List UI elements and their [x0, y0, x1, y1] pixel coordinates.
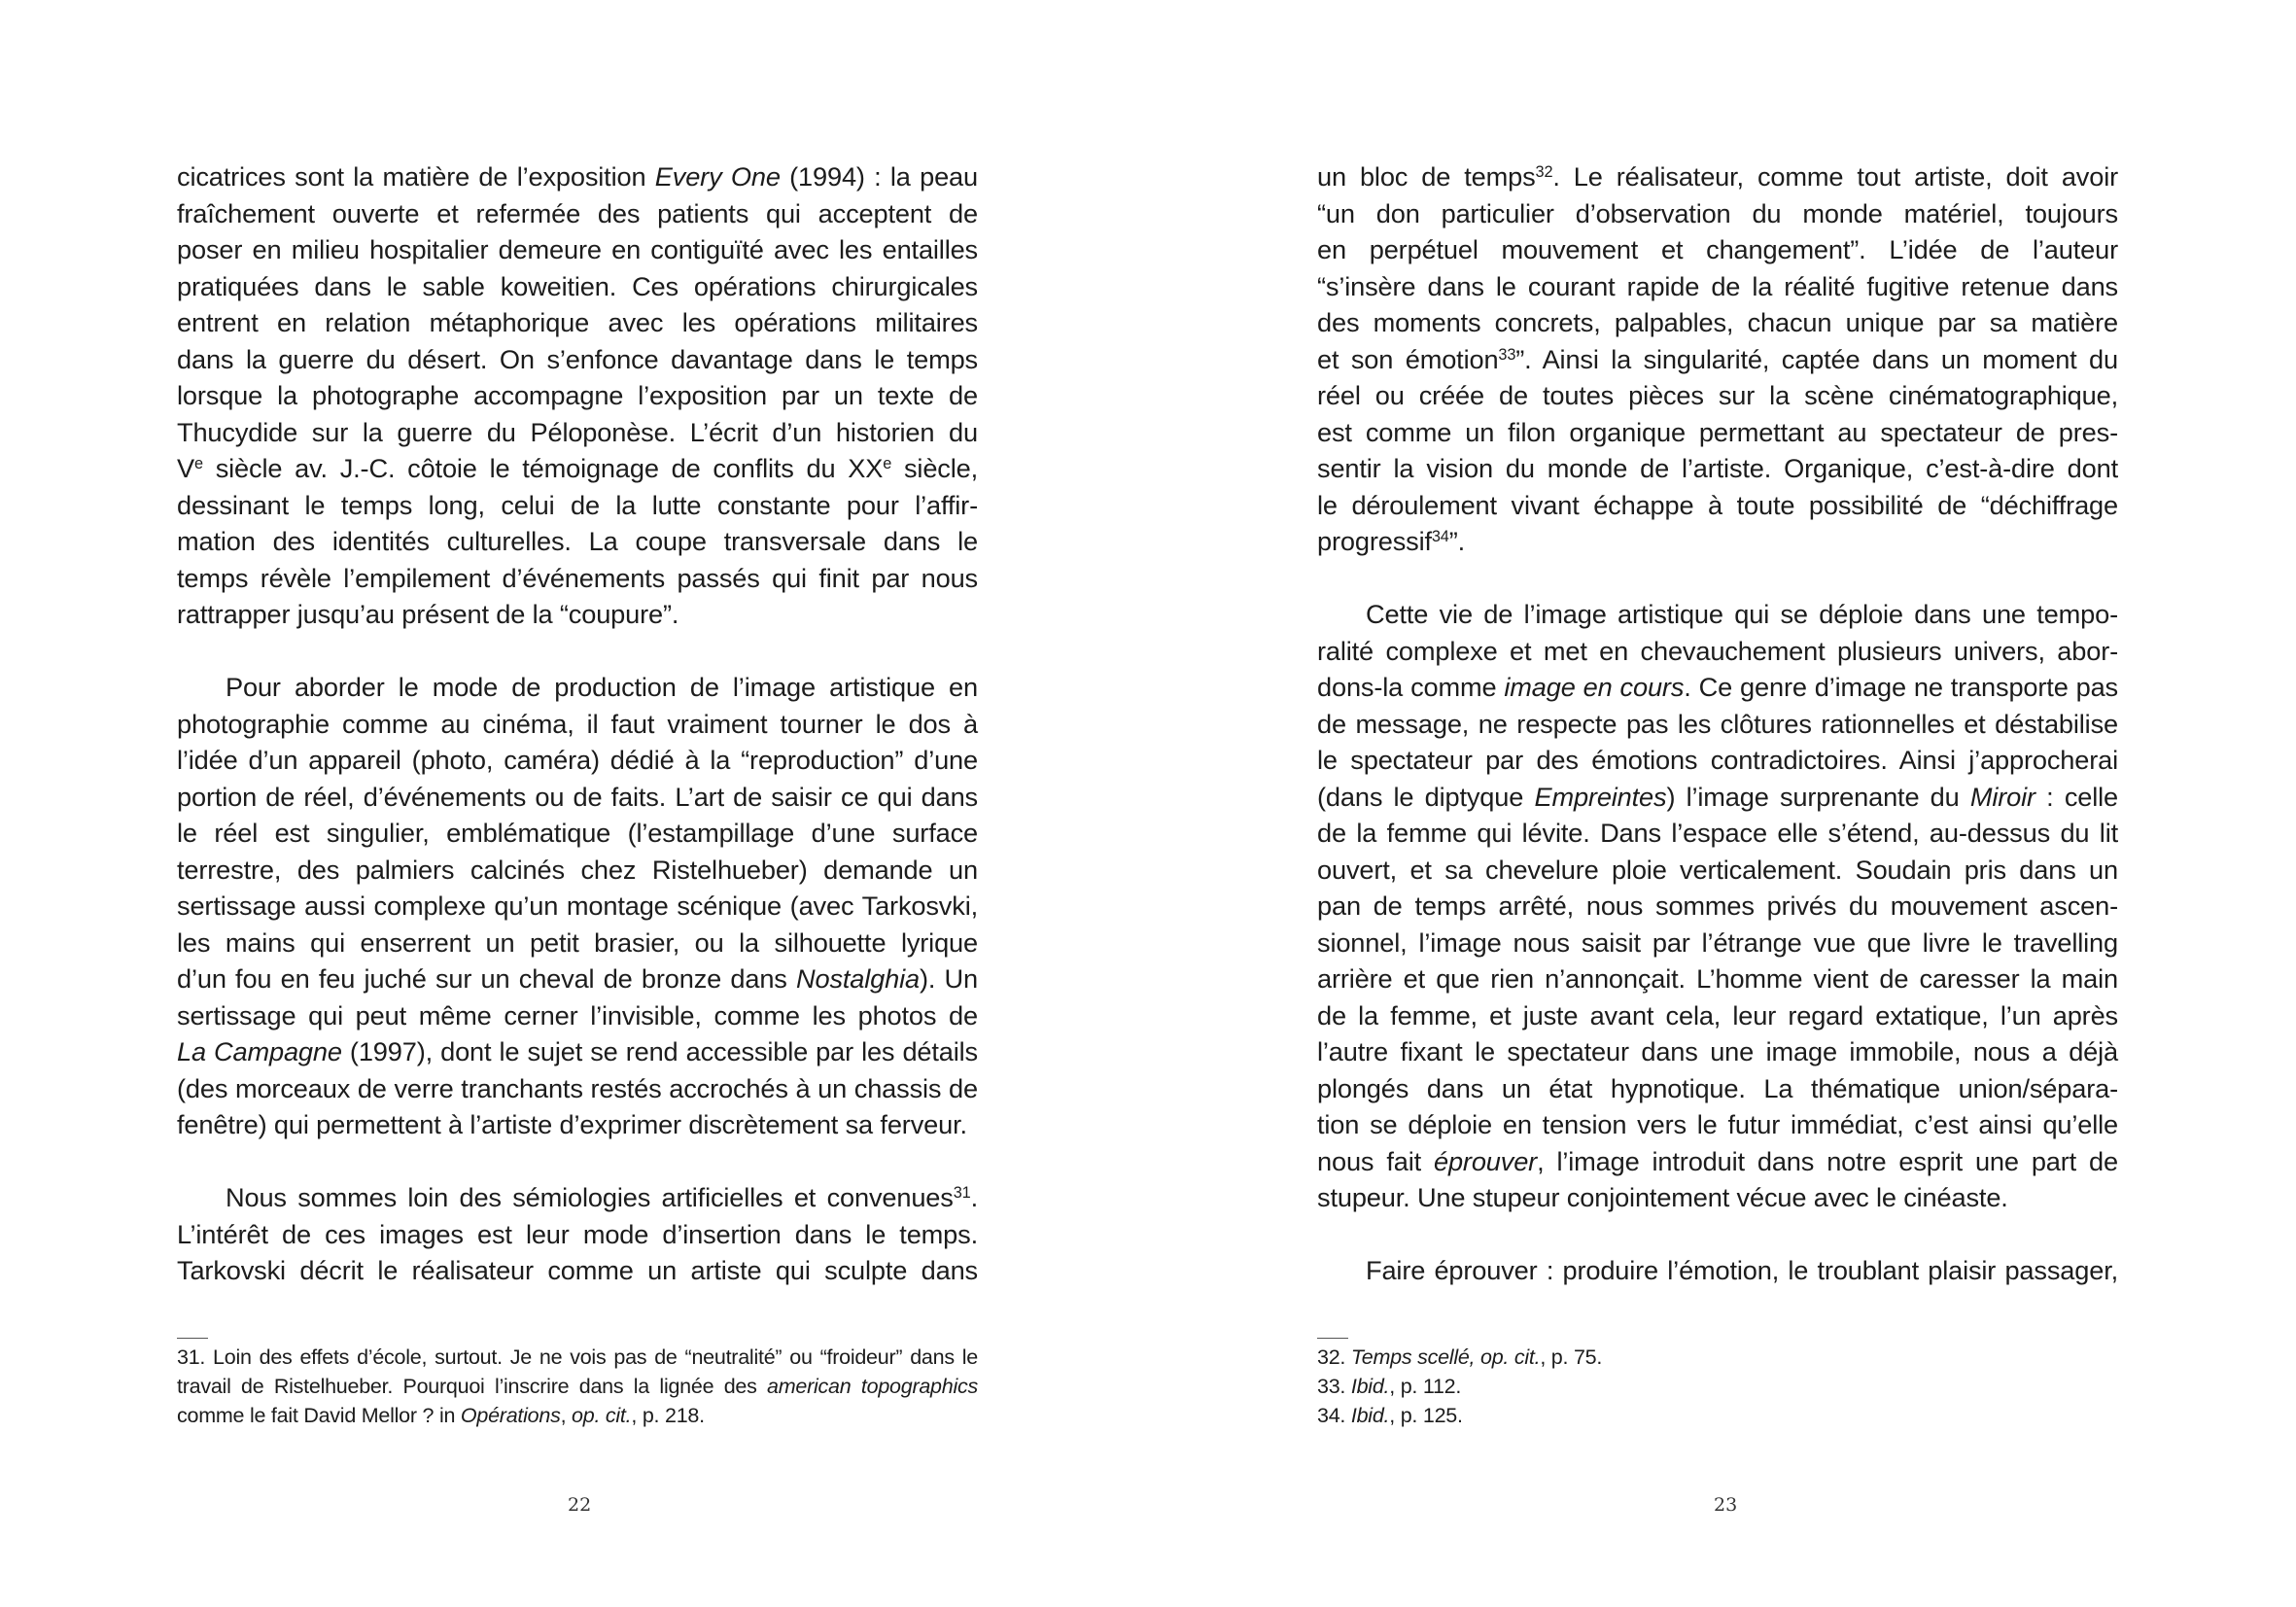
text-run: nous fait [1317, 1145, 1434, 1176]
paragraph [1317, 158, 2118, 560]
text-line [1317, 1033, 2118, 1070]
text-line [177, 596, 978, 633]
footnotes [177, 1338, 978, 1430]
text-line [177, 195, 978, 232]
text-line [1317, 158, 2118, 195]
footnote-reference: e [883, 455, 892, 473]
text-run: ralité complexe et met en chevauchement plusieurs univers, abor- [1317, 635, 2118, 666]
italic-text: Ibid. [1350, 1375, 1390, 1398]
italic-text: op. cit. [572, 1404, 632, 1427]
text-run: pratiquées dans le sable koweitien. Ces opérations chirurgicales [177, 270, 978, 301]
paragraph [177, 158, 978, 633]
footnote-reference: 33 [1498, 345, 1516, 364]
text-run: sentir la vision du monde de l’artiste. Organique, c’est-à-dire dont [1317, 453, 2118, 483]
text-run: 33. [1317, 1375, 1351, 1398]
text-run: siècle, [891, 453, 978, 483]
text-line [1317, 1252, 2118, 1289]
text-run: . Ce genre d’image ne transporte pas [1684, 672, 2119, 702]
text-run: ) l’image surprenante du [1666, 781, 1970, 812]
text-line [177, 1252, 978, 1289]
text-run: progressif [1317, 526, 1432, 556]
italic-text: american topographics [767, 1375, 978, 1398]
text-run: tion se déploie en tension vers le futur immédiat, c’est ainsi qu’elle [1317, 1109, 2118, 1139]
text-run: 31. Loin des effets d’école, surtout. Je ne vois pas de “neutralité” ou “froideur” dans le [177, 1345, 978, 1369]
text-line [1317, 596, 2118, 633]
text-run: (dans le diptyque [1317, 781, 1535, 812]
text-run: V [177, 453, 194, 483]
footnote-line [177, 1372, 978, 1401]
text-line [177, 377, 978, 414]
footnote-reference: 34 [1431, 528, 1449, 546]
text-run: dans la guerre du désert. On s’enfonce davantage dans le temps [177, 343, 978, 374]
text-line [1317, 1143, 2118, 1180]
footnote-reference: 31 [953, 1184, 971, 1203]
italic-text: Empreintes [1534, 781, 1667, 812]
footnote-separator-rule [1317, 1338, 1348, 1339]
text-run: des moments concrets, palpables, chacun unique par sa matière [1317, 307, 2118, 337]
text-line [177, 852, 978, 889]
text-line [177, 487, 978, 524]
italic-text: Opérations [460, 1404, 561, 1427]
footnotes [1317, 1338, 2118, 1430]
text-run: ouvert, et sa chevelure ploie verticalement. Soudain pris dans un [1317, 854, 2118, 885]
text-run: , p. 125. [1389, 1404, 1463, 1427]
text-run: , p. 218. [631, 1404, 705, 1427]
text-run: ”. [1448, 526, 1466, 556]
text-run: rattrapper jusqu’au présent de la “coupure”. [177, 599, 679, 629]
text-run: (1997), dont le sujet se rend accessible par les détails [341, 1036, 978, 1066]
text-run: cicatrices sont la matière de l’exposition [177, 161, 655, 192]
text-run: (1994) : la peau [780, 161, 979, 192]
text-line [1317, 706, 2118, 743]
text-line [177, 961, 978, 997]
text-line [1317, 304, 2118, 341]
text-run: sionnel, l’image nous saisit par l’étrange vue que livre le travelling [1317, 926, 2118, 958]
text-run: temps révèle l’empilement d’événements passés qui finit par nous [177, 562, 978, 593]
text-run: l’autre fixant le spectateur dans une image immobile, nous a déjà [1317, 1036, 2118, 1066]
text-run: Thucydide sur la guerre du Péloponèse. L’écrit d’un historien du [177, 416, 978, 447]
paragraph [1317, 1252, 2118, 1289]
body-text-column [177, 158, 978, 1289]
text-run: siècle av. J.-C. côtoie le témoignage de conflits du XX [202, 453, 884, 483]
text-line [1317, 779, 2118, 816]
text-run: d’un fou en feu juché sur un cheval de bronze dans [177, 963, 796, 994]
italic-text: Miroir [1969, 781, 2035, 812]
text-run: dons-la comme [1317, 672, 1505, 702]
text-run: 32. [1317, 1345, 1351, 1369]
text-line [177, 815, 978, 852]
text-line [1317, 195, 2118, 232]
text-run: Pour aborder le mode de production de l’image artistique en [226, 672, 978, 702]
text-line [177, 1070, 978, 1107]
text-run: le réel est singulier, emblématique (l’estampillage d’une surface [177, 818, 978, 848]
text-line [177, 1033, 978, 1070]
text-line [1317, 1106, 2118, 1143]
footnote-line [1317, 1343, 2118, 1372]
text-run: un bloc de temps [1317, 161, 1536, 192]
footnote-line [177, 1343, 978, 1372]
text-run: travail de Ristelhueber. Pourquoi l’inscrire dans la lignée des [177, 1375, 768, 1398]
text-run: . [970, 1182, 978, 1212]
text-run: photographie comme au cinéma, il faut vraiment tourner le dos à [177, 708, 978, 739]
text-run: sertissage aussi complexe qu’un montage scénique (avec Tarkosvki, [177, 891, 978, 921]
text-run: , p. 112. [1389, 1375, 1462, 1398]
text-line [1317, 1179, 2118, 1216]
text-run: de la femme, et juste avant cela, leur regard extatique, l’un après [1317, 999, 2118, 1031]
text-run: en perpétuel mouvement et changement”. L’idée de l’auteur [1317, 234, 2118, 264]
page-number: 23 [1714, 1494, 1738, 1516]
text-run: plongés dans un état hypnotique. La thématique union/sépara- [1317, 1072, 2118, 1103]
text-run: Tarkovski décrit le réalisateur comme un artiste qui sculpte dans [177, 1255, 978, 1285]
text-run: portion de réel, d’événements ou de faits. L’art de saisir ce qui dans [177, 781, 978, 812]
text-run: entrent en relation métaphorique avec les opérations militaires [177, 307, 978, 337]
text-run: fraîchement ouverte et refermée des patients qui acceptent de [177, 197, 978, 228]
text-run: le spectateur par des émotions contradictoires. Ainsi j’approcherai [1317, 745, 2118, 775]
text-run: mation des identités culturelles. La coupe transversale dans le [177, 526, 978, 556]
footnote-separator-rule [177, 1338, 208, 1339]
text-run: 34. [1317, 1404, 1351, 1427]
text-run: “un don particulier d’observation du monde matériel, toujours [1317, 197, 2118, 228]
italic-text: Temps scellé, op. cit. [1350, 1345, 1541, 1369]
text-run: réel ou créée de toutes pièces sur la scène cinématographique, [1317, 380, 2118, 410]
text-run: ). Un [919, 963, 978, 994]
text-run: L’intérêt de ces images est leur mode d’insertion dans le temps. [177, 1218, 978, 1249]
text-line [177, 158, 978, 195]
text-line [177, 888, 978, 925]
italic-text: éprouver [1433, 1145, 1538, 1176]
text-run: sertissage qui peut même cerner l’invisible, comme les photos de [177, 999, 978, 1031]
italic-text: image en cours [1504, 672, 1685, 702]
text-line [177, 997, 978, 1034]
text-line [1317, 268, 2118, 305]
text-run: , p. 75. [1540, 1345, 1603, 1369]
text-run: terrestre, des palmiers calcinés chez Ristelhueber) demande un [177, 854, 978, 885]
text-run: de message, ne respecte pas les clôtures rationnelles et déstabilise [1317, 708, 2118, 739]
text-line [177, 925, 978, 961]
footnote-34 [1317, 1401, 2118, 1430]
text-run: “s’insère dans le courant rapide de la réalité fugitive retenue dans [1317, 270, 2118, 301]
text-line [177, 268, 978, 305]
text-run: est comme un filon organique permettant au spectateur de pres- [1317, 416, 2118, 447]
footnote-list [1317, 1343, 2118, 1430]
text-line [1317, 414, 2118, 451]
italic-text: Ibid. [1350, 1404, 1390, 1427]
text-line [1317, 888, 2118, 925]
text-run: fenêtre) qui permettent à l’artiste d’exprimer discrètement sa ferveur. [177, 1109, 967, 1139]
paragraph [1317, 596, 2118, 1216]
footnote-33 [1317, 1372, 2118, 1401]
italic-text: La Campagne [177, 1036, 342, 1066]
text-line [177, 341, 978, 378]
text-line [177, 669, 978, 706]
text-run: de la femme qui lévite. Dans l’espace elle s’étend, au-dessus du lit [1317, 818, 2118, 848]
text-line [1317, 815, 2118, 852]
text-run: pan de temps arrêté, nous sommes privés du mouvement ascen- [1317, 891, 2118, 921]
text-run: les mains qui enserrent un petit brasier, ou la silhouette lyrique [177, 926, 978, 958]
text-run: lorsque la photographe accompagne l’exposition par un texte de [177, 380, 978, 410]
text-line [1317, 1070, 2118, 1107]
footnote-list [177, 1343, 978, 1430]
text-run: Cette vie de l’image artistique qui se déploie dans une tempo- [1366, 599, 2118, 629]
text-run: . Le réalisateur, comme tout artiste, doit avoir [1552, 161, 2118, 192]
text-line [177, 1216, 978, 1253]
text-line [177, 523, 978, 560]
footnote-line [177, 1401, 978, 1430]
text-run: , [560, 1404, 573, 1427]
text-line [1317, 852, 2118, 889]
text-line [177, 779, 978, 816]
paragraph [177, 1179, 978, 1289]
text-run: Faire éprouver : produire l’émotion, le troublant plaisir passager, [1366, 1255, 2118, 1285]
text-line [177, 304, 978, 341]
text-run: dessinant le temps long, celui de la lutte constante pour l’affir- [177, 489, 978, 520]
text-run: (des morceaux de verre tranchants restés accrochés à un chassis de [177, 1072, 978, 1103]
text-line [1317, 523, 2118, 560]
text-line [177, 1179, 978, 1216]
text-line [1317, 925, 2118, 961]
paragraph [177, 669, 978, 1143]
right-page [1148, 0, 2296, 1607]
text-run: Nous sommes loin des sémiologies artificielles et convenues [226, 1182, 954, 1212]
text-line [1317, 450, 2118, 487]
text-line [177, 742, 978, 779]
text-line [177, 706, 978, 743]
text-line [177, 560, 978, 597]
footnote-reference: 32 [1535, 163, 1553, 182]
text-run: et son émotion [1317, 343, 1499, 374]
text-run: l’idée d’un appareil (photo, caméra) dédié à la “reproduction” d’une [177, 745, 978, 775]
text-line [177, 1106, 978, 1143]
text-line [1317, 487, 2118, 524]
text-run: , l’image introduit dans notre esprit une part de [1537, 1145, 2118, 1176]
text-line [1317, 742, 2118, 779]
text-line [1317, 633, 2118, 670]
text-line [1317, 341, 2118, 378]
footnote-31 [177, 1343, 978, 1430]
text-line [1317, 231, 2118, 268]
footnote-reference: e [193, 455, 203, 473]
text-run: comme le fait David Mellor ? in [177, 1404, 461, 1427]
italic-text: Every One [654, 161, 781, 192]
text-run: le déroulement vivant échappe à toute possibilité de “déchiffrage [1317, 489, 2118, 520]
body-text-column [1317, 158, 2118, 1289]
text-run: ”. Ainsi la singularité, captée dans un moment du [1515, 343, 2118, 374]
text-line [177, 231, 978, 268]
footnote-32 [1317, 1343, 2118, 1372]
text-line [1317, 997, 2118, 1034]
text-line [1317, 961, 2118, 997]
text-line [177, 414, 978, 451]
text-run: arrière et que rien n’annonçait. L’homme vient de caresser la main [1317, 963, 2118, 994]
italic-text: Nostalghia [796, 963, 920, 994]
footnote-line [1317, 1372, 2118, 1401]
text-run: : celle [2035, 781, 2118, 812]
page-number: 22 [568, 1494, 592, 1516]
footnote-line [1317, 1401, 2118, 1430]
text-run: poser en milieu hospitalier demeure en contiguïté avec les entailles [177, 234, 978, 264]
text-line [1317, 669, 2118, 706]
text-line [1317, 377, 2118, 414]
text-run: stupeur. Une stupeur conjointement vécue avec le cinéaste. [1317, 1182, 2008, 1212]
text-line [177, 450, 978, 487]
